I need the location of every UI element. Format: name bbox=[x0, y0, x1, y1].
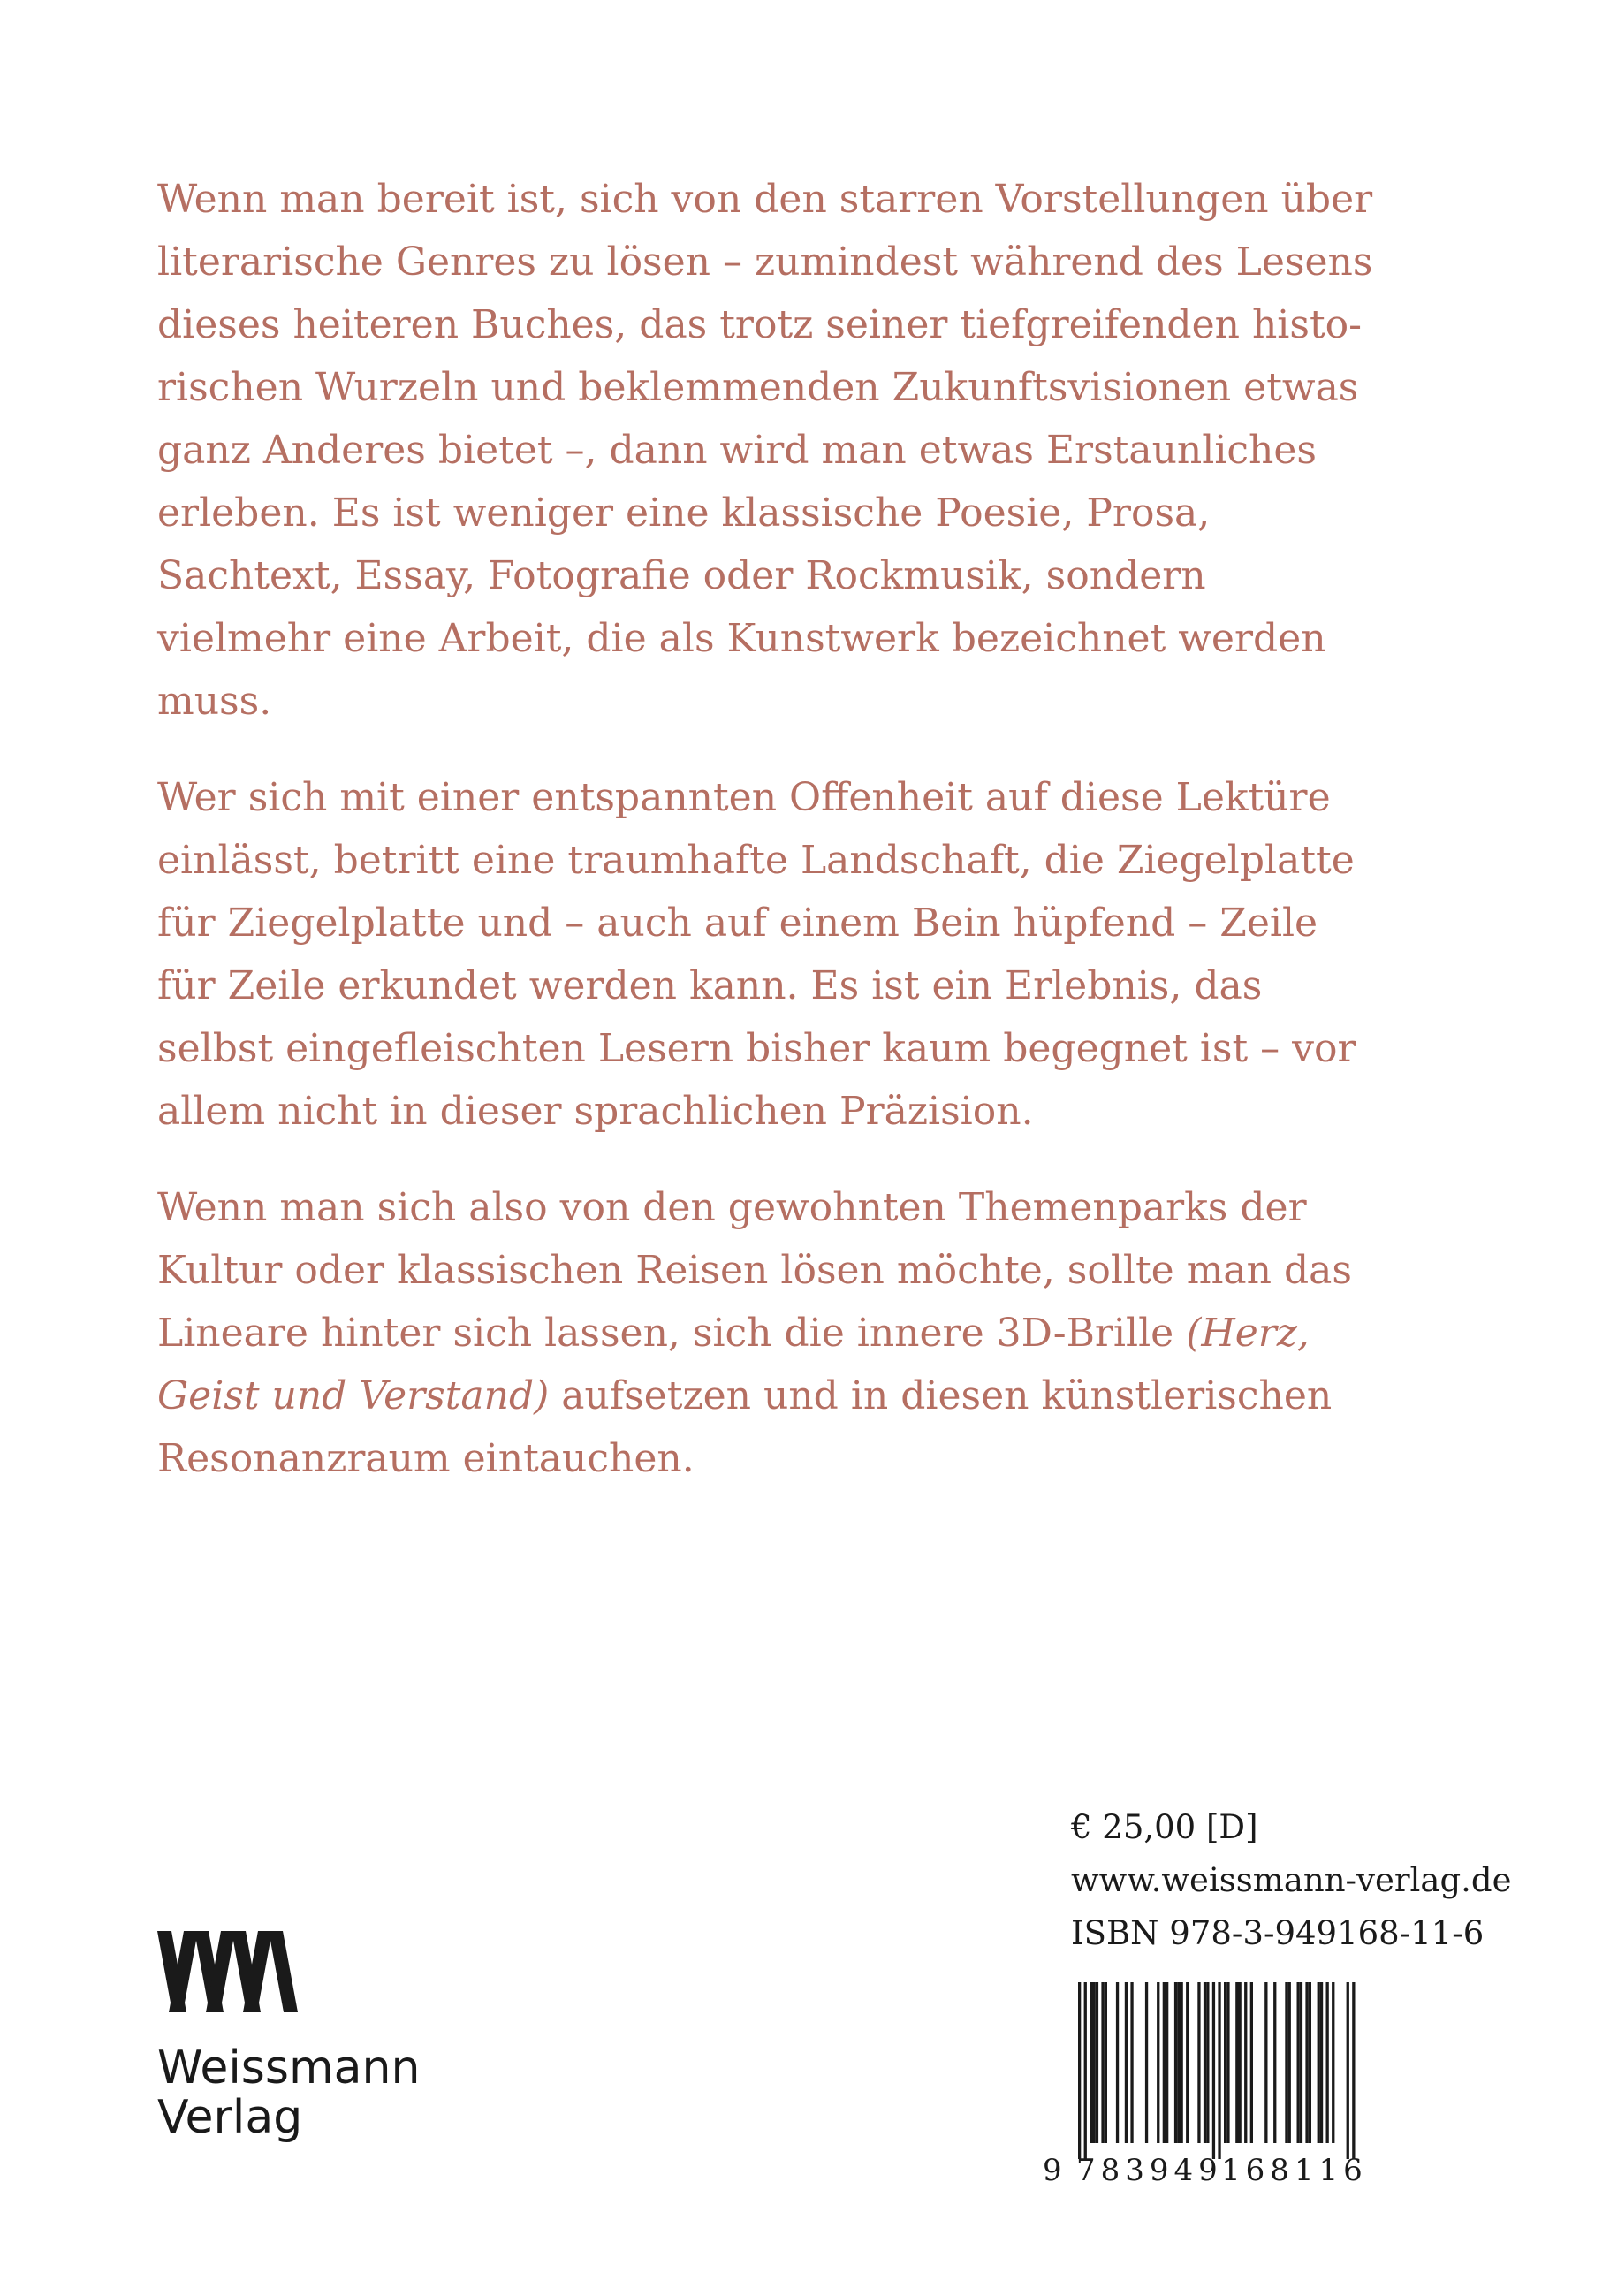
barcode-bar bbox=[1285, 1982, 1287, 2143]
barcode-bar bbox=[1206, 1982, 1209, 2143]
barcode-bar bbox=[1212, 1982, 1215, 2159]
barcode-digits-left: 783949 bbox=[1076, 2153, 1223, 2188]
barcode-bar bbox=[1239, 1982, 1242, 2143]
barcode-bar bbox=[1305, 1982, 1308, 2143]
barcode-bar bbox=[1090, 1982, 1092, 2143]
barcode-bars bbox=[1043, 1982, 1378, 2159]
barcode-bar bbox=[1226, 1982, 1229, 2143]
back-cover-blurb bbox=[157, 168, 1377, 1524]
blurb-paragraph-3-end: aufsetzen und in diesen künstlerischen Resonanzraum eintauchen. bbox=[157, 1373, 1333, 1481]
barcode-bar bbox=[1130, 1982, 1133, 2143]
barcode-digit-first: 9 bbox=[1043, 2153, 1062, 2188]
barcode-bar bbox=[1332, 1982, 1334, 2143]
barcode-bar bbox=[1125, 1982, 1128, 2143]
barcode-bar bbox=[1101, 1982, 1104, 2143]
barcode-bar bbox=[1093, 1982, 1096, 2143]
blurb-paragraph-3-start: Wenn man sich also von den gewohnten Themenparks der Kultur oder klassischen Reisen lösen möchte, sollte man das Lineare hinter sich lassen, sich die innere 3D-Brille bbox=[157, 1185, 1352, 1356]
blurb-paragraph-3-italic: (Herz, Geist und Verstand) bbox=[157, 1311, 1310, 1418]
publisher-name-line-2: Verlag bbox=[157, 2091, 303, 2144]
website-link[interactable]: www.weissmann-verlag.de bbox=[1071, 1861, 1512, 1899]
barcode-bar bbox=[1300, 1982, 1302, 2143]
barcode-bar bbox=[1309, 1982, 1311, 2143]
book-info bbox=[1071, 1801, 1511, 1960]
barcode-bar bbox=[1186, 1982, 1189, 2143]
barcode-bar bbox=[1145, 1982, 1148, 2143]
barcode-bar bbox=[1288, 1982, 1291, 2143]
barcode-bar bbox=[1096, 1982, 1098, 2143]
barcode-bar bbox=[1116, 1982, 1119, 2143]
barcode-bar bbox=[1235, 1982, 1238, 2143]
barcode-bar bbox=[1326, 1982, 1329, 2143]
barcode-bar bbox=[1297, 1982, 1300, 2143]
blurb-paragraph-2: Wer sich mit einer entspannten Offenheit auf diese Lektüre einlässt, betritt eine traumhafte Landschaft, die Ziegelplatte für Ziegelplatte und – auch auf einem Bein hüpfend – Zeile für Zeile erkundet werden kann. Es ist ein Erlebnis, das selbst eingefleischten Lesern bisher kaum begegnet ist – vor allem nicht in dieser sprachlichen Präzision. bbox=[157, 775, 1356, 1134]
barcode-bar bbox=[1105, 1982, 1107, 2143]
barcode-bar bbox=[1166, 1982, 1168, 2143]
barcode-bar bbox=[1352, 1982, 1355, 2159]
publisher-name bbox=[157, 2043, 420, 2142]
barcode-bar bbox=[1273, 1982, 1276, 2143]
publisher-name-line-1: Weissmann bbox=[157, 2041, 421, 2095]
barcode-bar bbox=[1204, 1982, 1206, 2143]
isbn-label: ISBN 978-3-949168-11-6 bbox=[1071, 1914, 1485, 1952]
barcode-bar bbox=[1244, 1982, 1247, 2143]
barcode-bar bbox=[1163, 1982, 1166, 2143]
barcode-bar bbox=[1078, 1982, 1081, 2159]
barcode-digits-right: 168116 bbox=[1221, 2153, 1368, 2188]
price-label: € 25,00 [D] bbox=[1071, 1808, 1258, 1846]
barcode-bar bbox=[1218, 1982, 1220, 2159]
barcode-bar bbox=[1224, 1982, 1226, 2143]
barcode-bar bbox=[1157, 1982, 1159, 2143]
blurb-paragraph-3 bbox=[157, 1176, 1377, 1490]
barcode-bar bbox=[1320, 1982, 1323, 2143]
barcode-bar bbox=[1318, 1982, 1320, 2143]
barcode-bar bbox=[1250, 1982, 1253, 2143]
barcode-bar bbox=[1181, 1982, 1183, 2143]
ww-logo-icon bbox=[157, 1931, 299, 2012]
barcode-bar bbox=[1264, 1982, 1267, 2143]
barcode-bar bbox=[1197, 1982, 1200, 2143]
blurb-paragraph-1: Wenn man bereit ist, sich von den starren Vorstellungen über literarische Genres zu lösen – zumindest während des Lesens dieses heiteren Buches, das trotz seiner tiefgreifenden historischen Wurzeln und beklemmenden Zukunftsvisionen etwas ganz Anderes bietet –, dann wird man etwas Erstaunliches erleben. Es ist weniger eine klassische Poesie, Prosa, Sachtext, Essay, Fotografie oder Rockmusik, sondern vielmehr eine Arbeit, die als Kunstwerk bezeichnet werden muss. bbox=[157, 177, 1373, 724]
barcode-bar bbox=[1347, 1982, 1349, 2159]
barcode-bar bbox=[1174, 1982, 1177, 2143]
barcode-bar bbox=[1084, 1982, 1087, 2159]
barcode-bar bbox=[1177, 1982, 1180, 2143]
